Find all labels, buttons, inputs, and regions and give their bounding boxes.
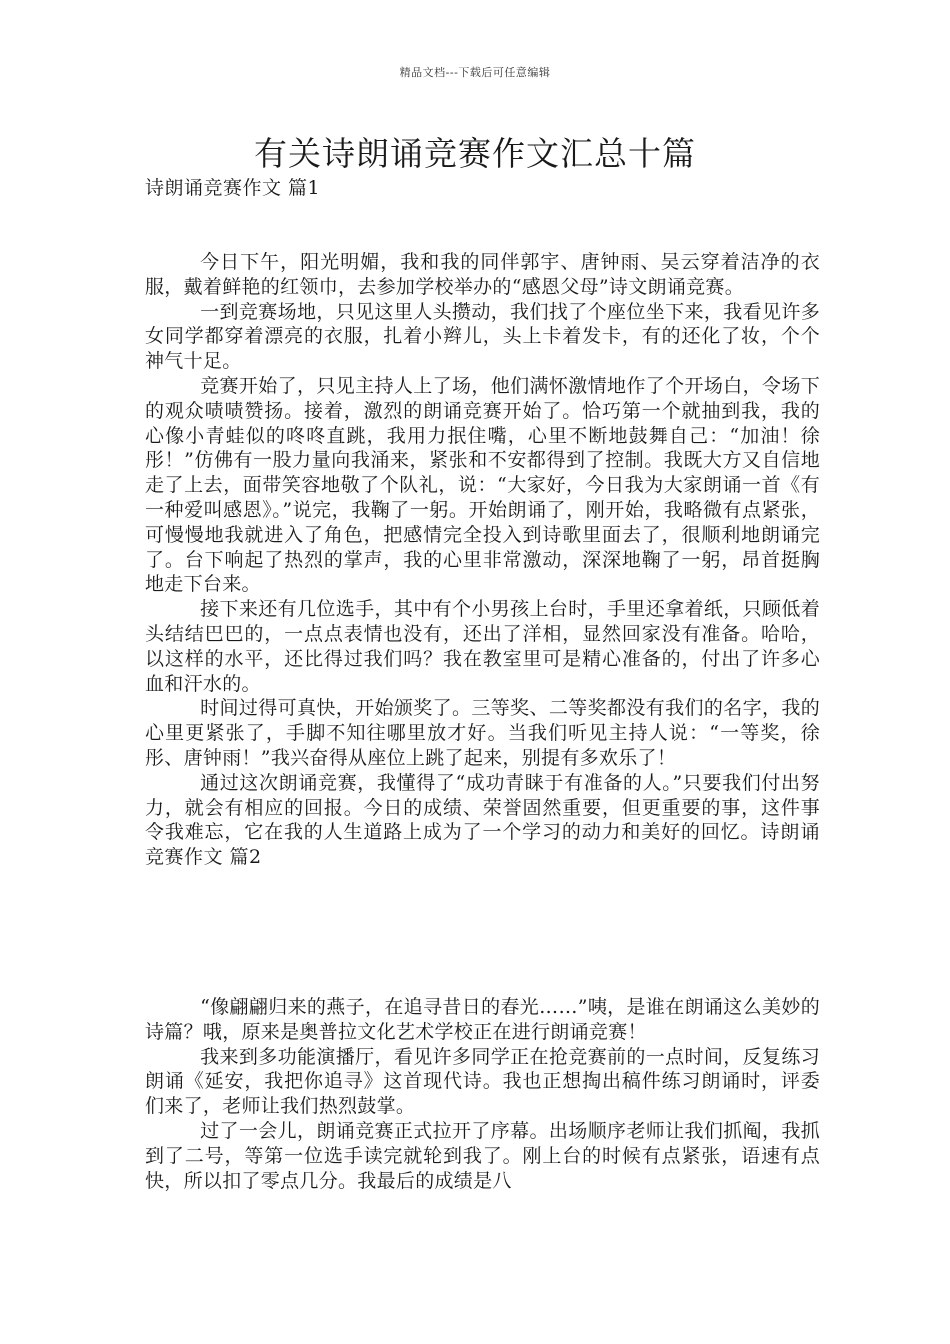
paragraph: 今日下午，阳光明媚，我和我的同伴郭宇、唐钟雨、吴云穿着洁净的衣服，戴着鲜艳的红领巾，去参加学校举办的“感恩父母”诗文朗诵竞赛。: [145, 251, 820, 298]
paragraph: 过了一会儿，朗诵竞赛正式拉开了序幕。出场顺序老师让我们抓阄，我抓到了二号，等第一位选手读完就轮到我了。刚上台的时候有点紧张，语速有点快，所以扣了零点几分。我最后的成绩是八: [145, 1119, 820, 1192]
section-2-heading: 诗朗诵竞赛作文 篇2: [145, 821, 820, 869]
paragraph: 我来到多功能演播厅，看见许多同学正在抢竞赛前的一点时间，反复练习朗诵《延安，我把你追寻》这首现代诗。我也正想掏出稿件练习朗诵时，评委们来了，老师让我们热烈鼓掌。: [145, 1045, 820, 1118]
section-1-body: [145, 250, 820, 870]
section-2-body: [145, 995, 820, 1193]
paragraph: [145, 771, 820, 870]
paragraph: 一到竞赛场地，只见这里人头攒动，我们找了个座位坐下来，我看见许多女同学都穿着漂亮的衣服，扎着小辫儿，头上卡着发卡，有的还化了妆，个个神气十足。: [145, 300, 820, 373]
paragraph-text: 通过这次朗诵竞赛，我懂得了“成功青睐于有准备的人。”只要我们付出努力，就会有相应的回报。今日的成绩、荣誉固然重要，但更重要的事，这件事令我难忘，它在我的人生道路上成为了一个学习的动力和美好的回忆。: [145, 771, 820, 844]
paragraph: 竞赛开始了，只见主持人上了场，他们满怀激情地作了个开场白，令场下的观众啧啧赞扬。接着，激烈的朗诵竞赛开始了。恰巧第一个就抽到我，我的心像小青蛙似的咚咚直跳，我用力抿住嘴，心里不断地鼓舞自己：“加油！徐彤！”仿佛有一股力量向我涌来，紧张和不安都得到了控制。我既大方又自信地走了上去，面带笑容地敬了个队礼，说：“大家好，今日我为大家朗诵一首《有一种爱叫感恩》。”说完，我鞠了一躬。开始朗诵了，刚开始，我略微有点紧张，可慢慢地我就进入了角色，把感情完全投入到诗歌里面去了，很顺利地朗诵完了。台下响起了热烈的掌声，我的心里非常激动，深深地鞠了一躬，昂首挺胸地走下台来。: [145, 374, 820, 596]
paragraph: 时间过得可真快，开始颁奖了。三等奖、二等奖都没有我们的名字，我的心里更紧张了，手脚不知往哪里放才好。当我们听见主持人说：“一等奖，徐彤、唐钟雨！”我兴奋得从座位上跳了起来，别提有多欢乐了！: [145, 697, 820, 769]
paragraph: “像翩翩归来的燕子，在追寻昔日的春光……”咦，是谁在朗诵这么美妙的诗篇？哦，原来是奥普拉文化艺术学校正在进行朗诵竞赛！: [145, 996, 820, 1043]
section-1-heading: 诗朗诵竞赛作文 篇1: [145, 177, 321, 199]
document-title: 有关诗朗诵竞赛作文汇总十篇: [254, 134, 696, 173]
paragraph: 接下来还有几位选手，其中有个小男孩上台时，手里还拿着纸，只顾低着头结结巴巴的，一点点表情也没有，还出了洋相，显然回家没有准备。哈哈，以这样的水平，还比得过我们吗？我在教室里可是精心准备的，付出了许多心血和汗水的。: [145, 598, 820, 695]
header-note: 精品文档---下载后可任意编辑: [399, 66, 551, 79]
